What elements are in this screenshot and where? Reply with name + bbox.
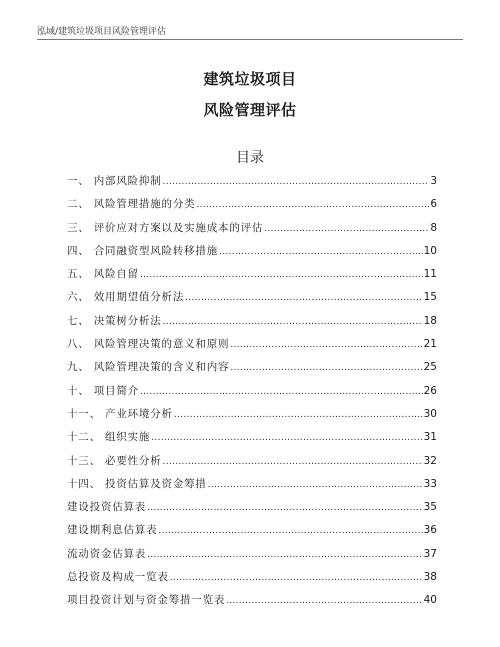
- toc-entry[interactable]: [67, 173, 437, 196]
- toc-entry-label: 四、 合同融资型风险转移措施: [67, 244, 219, 257]
- toc-dot-leader: [230, 340, 422, 350]
- running-header: 泓域/建筑垃圾项目风险管理评估: [37, 27, 167, 37]
- toc-entry[interactable]: [67, 546, 437, 569]
- toc-entry[interactable]: [67, 336, 437, 359]
- toc-page-number: 10: [423, 244, 437, 257]
- toc-dot-leader: [147, 550, 423, 560]
- toc-entry[interactable]: [67, 313, 437, 336]
- toc-entry-label: 十三、 必要性分析: [67, 454, 162, 467]
- toc-page-number: 11: [423, 268, 437, 281]
- toc-dot-leader: [196, 200, 429, 210]
- toc-entry[interactable]: [67, 406, 437, 429]
- toc-dot-leader: [147, 503, 423, 513]
- toc-entry-label: 三、 评价应对方案以及实施成本的评估: [67, 221, 264, 234]
- toc-entry-label: 五、 风险自留: [67, 268, 139, 281]
- toc-page-number: 35: [423, 501, 437, 514]
- toc-dot-leader: [170, 573, 423, 583]
- toc-page-number: 38: [423, 571, 437, 584]
- toc-entry[interactable]: [67, 196, 437, 219]
- toc-page-number: 25: [423, 361, 437, 374]
- toc-page-number: 37: [423, 547, 437, 560]
- toc-dot-leader: [230, 363, 422, 373]
- toc-dot-leader: [151, 433, 422, 443]
- toc-page-number: 3: [430, 175, 437, 187]
- toc-entry[interactable]: [67, 592, 437, 615]
- toc-dot-leader: [140, 387, 423, 397]
- toc-page-number: 18: [423, 314, 437, 327]
- toc-dot-leader: [219, 247, 423, 257]
- toc-entry-label: 建设投资估算表: [67, 501, 147, 514]
- toc-page-number: 36: [423, 524, 437, 537]
- toc-entry-label: 二、 风险管理措施的分类: [67, 198, 196, 211]
- toc-page-number: 26: [423, 384, 437, 397]
- toc-entry[interactable]: [67, 453, 437, 476]
- toc-dot-leader: [208, 480, 423, 490]
- toc-page-number: 30: [423, 407, 437, 420]
- toc-heading: 目录: [236, 150, 264, 166]
- toc-entry[interactable]: [67, 383, 437, 406]
- toc-entry[interactable]: [67, 359, 437, 382]
- toc-entry-label: 十一、 产业环境分析: [67, 407, 173, 420]
- toc-dot-leader: [226, 596, 422, 606]
- toc-dot-leader: [163, 177, 430, 187]
- toc-entry[interactable]: [67, 499, 437, 522]
- header-divider: [37, 39, 463, 40]
- document-title-line-2: 风险管理评估: [203, 101, 297, 119]
- toc-entry-label: 十二、 组织实施: [67, 431, 151, 444]
- toc-page-number: 21: [423, 338, 437, 351]
- toc-dot-leader: [174, 410, 423, 420]
- toc-entry-label: 流动资金估算表: [67, 547, 147, 560]
- toc-entry-label: 七、 决策树分析法: [67, 314, 162, 327]
- toc-dot-leader: [185, 293, 422, 303]
- toc-entry[interactable]: [67, 220, 437, 243]
- toc-entry-label: 八、 风险管理决策的意义和原则: [67, 338, 230, 351]
- document-title-line-1: 建筑垃圾项目: [203, 70, 297, 88]
- toc-page-number: 15: [423, 291, 437, 304]
- toc-entry-label: 建设期利息估算表: [67, 524, 158, 537]
- toc-entry-label: 六、 效用期望值分析法: [67, 291, 185, 304]
- toc-dot-leader: [158, 526, 422, 536]
- toc-dot-leader: [163, 457, 423, 467]
- toc-entry-label: 九、 风险管理决策的含义和内容: [67, 361, 230, 374]
- toc-entry-label: 项目投资计划与资金筹措一览表: [67, 594, 226, 607]
- toc-entry[interactable]: [67, 266, 437, 289]
- toc-entry[interactable]: [67, 243, 437, 266]
- toc-dot-leader: [264, 224, 429, 234]
- toc-dot-leader: [140, 270, 423, 280]
- toc-entry-label: 十四、 投资估算及资金筹措: [67, 477, 207, 490]
- toc-entry-label: 十、 项目简介: [67, 384, 139, 397]
- toc-entry[interactable]: [67, 522, 437, 545]
- toc-page-number: 6: [430, 198, 437, 211]
- toc-page-number: 8: [430, 221, 437, 234]
- toc-page-number: 32: [423, 454, 437, 467]
- toc-dot-leader: [163, 317, 423, 327]
- toc-entry-label: 一、 内部风险抑制: [67, 175, 162, 187]
- toc-entry-label: 总投资及构成一览表: [67, 571, 169, 584]
- toc-entry[interactable]: [67, 476, 437, 499]
- toc-page-number: 33: [423, 477, 437, 490]
- table-of-contents: [67, 173, 437, 616]
- toc-entry[interactable]: [67, 289, 437, 312]
- toc-entry[interactable]: [67, 429, 437, 452]
- toc-page-number: 31: [423, 431, 437, 444]
- toc-page-number: 40: [423, 594, 437, 607]
- toc-entry[interactable]: [67, 569, 437, 592]
